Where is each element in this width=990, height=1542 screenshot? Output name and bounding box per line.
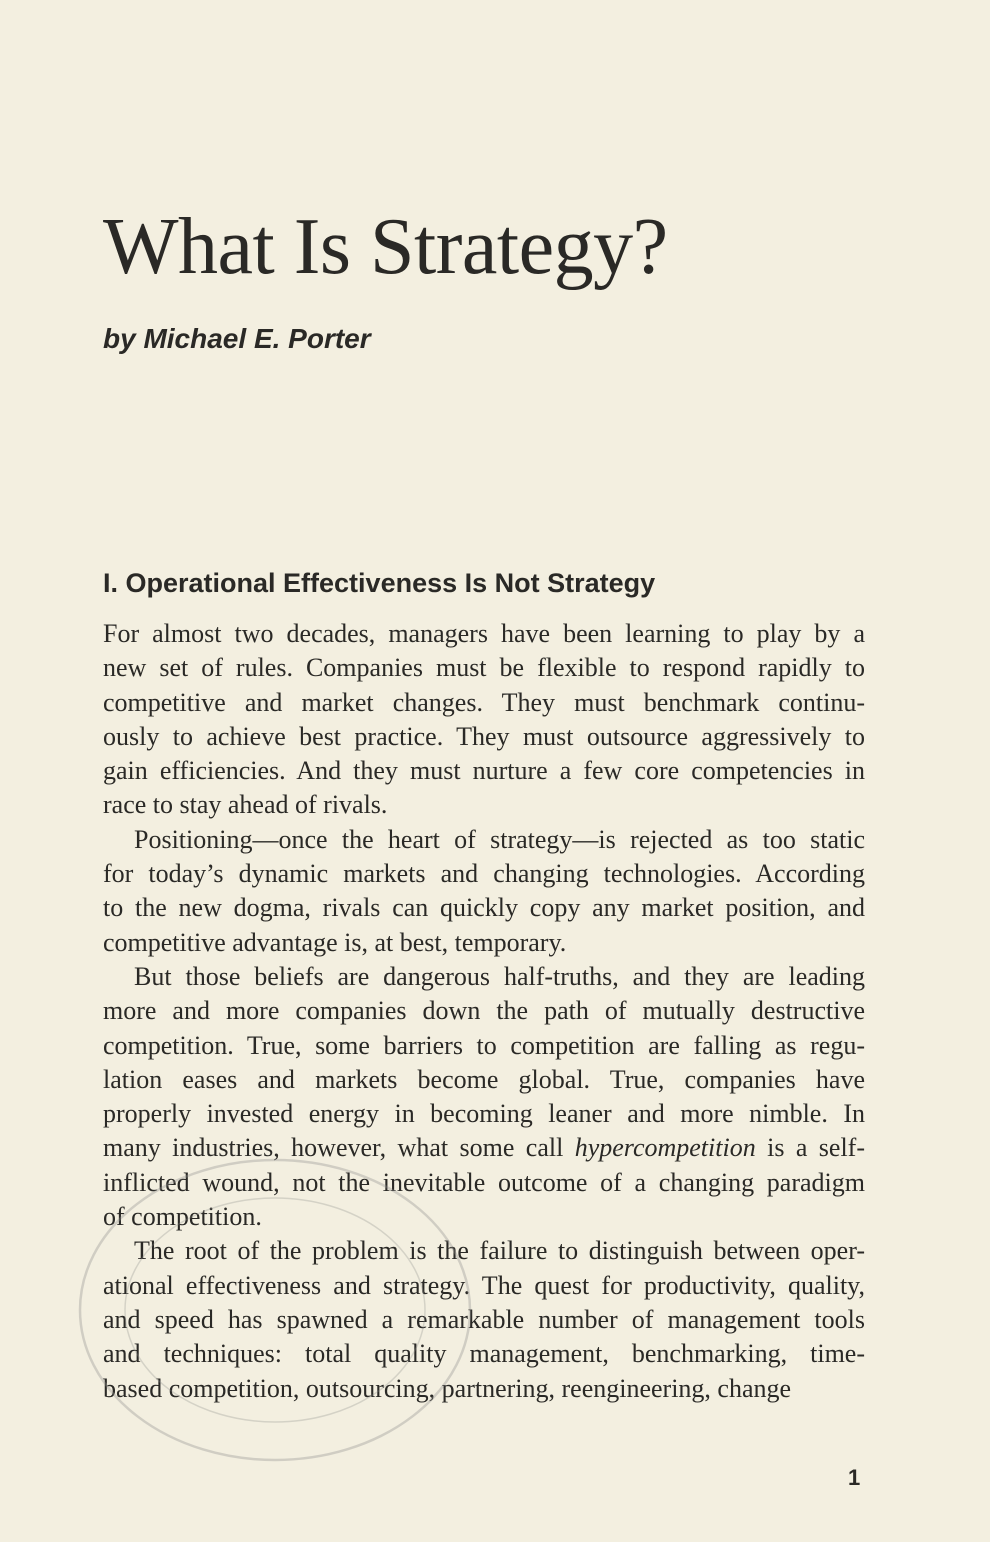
paragraph	[103, 823, 865, 960]
text-line: competitive and market changes. They must benchmark continu-	[103, 687, 865, 717]
chapter-title: What Is Strategy?	[103, 203, 668, 291]
text-segment: is a self-	[755, 1133, 865, 1163]
text-line	[103, 1131, 865, 1165]
paragraph	[103, 960, 865, 1234]
text-line: inflicted wound, not the inevitable outcome of a changing paradigm	[103, 1167, 865, 1197]
text-line: for today’s dynamic markets and changing technologies. According	[103, 859, 865, 889]
paragraph	[103, 1234, 865, 1405]
text-line: properly invested energy in becoming leaner and more nimble. In	[103, 1099, 865, 1129]
page-number: 1	[848, 1465, 861, 1490]
text-line: to the new dogma, rivals can quickly copy any market position, and	[103, 893, 865, 923]
text-line: competition. True, some barriers to competition are falling as regu-	[103, 1030, 865, 1060]
section-heading: I. Operational Effectiveness Is Not Strategy	[103, 568, 656, 598]
text-line: ously to achieve best practice. They must outsource aggressively to	[103, 721, 865, 751]
text-line: Positioning—once the heart of strategy—is rejected as too static	[134, 824, 865, 854]
text-line: and speed has spawned a remarkable number of management tools	[103, 1304, 865, 1334]
paragraph	[103, 617, 865, 823]
text-line: But those beliefs are dangerous half-truths, and they are leading	[134, 961, 865, 991]
text-line: new set of rules. Companies must be flexible to respond rapidly to	[103, 653, 865, 683]
text-line: race to stay ahead of rivals.	[103, 790, 388, 820]
author-byline: by Michael E. Porter	[103, 323, 371, 354]
text-line: and techniques: total quality management, benchmarking, time-	[103, 1339, 865, 1369]
text-line: more and more companies down the path of mutually destructive	[103, 996, 865, 1026]
text-line: of competition.	[103, 1202, 262, 1232]
text-line: gain efficiencies. And they must nurture a few core competencies in	[103, 756, 865, 786]
text-line: lation eases and markets become global. True, companies have	[103, 1064, 865, 1094]
text-line: competitive advantage is, at best, temporary.	[103, 927, 567, 957]
text-line: ational effectiveness and strategy. The quest for productivity, quality,	[103, 1270, 865, 1300]
emphasized-term: hypercompetition	[574, 1133, 756, 1163]
text-line: The root of the problem is the failure to distinguish between oper-	[134, 1236, 865, 1266]
text-line: based competition, outsourcing, partnering, reengineering, change	[103, 1373, 792, 1403]
body-text	[103, 617, 865, 1406]
text-segment: many industries, however, what some call	[103, 1133, 575, 1163]
text-line: For almost two decades, managers have been learning to play by a	[103, 619, 865, 648]
